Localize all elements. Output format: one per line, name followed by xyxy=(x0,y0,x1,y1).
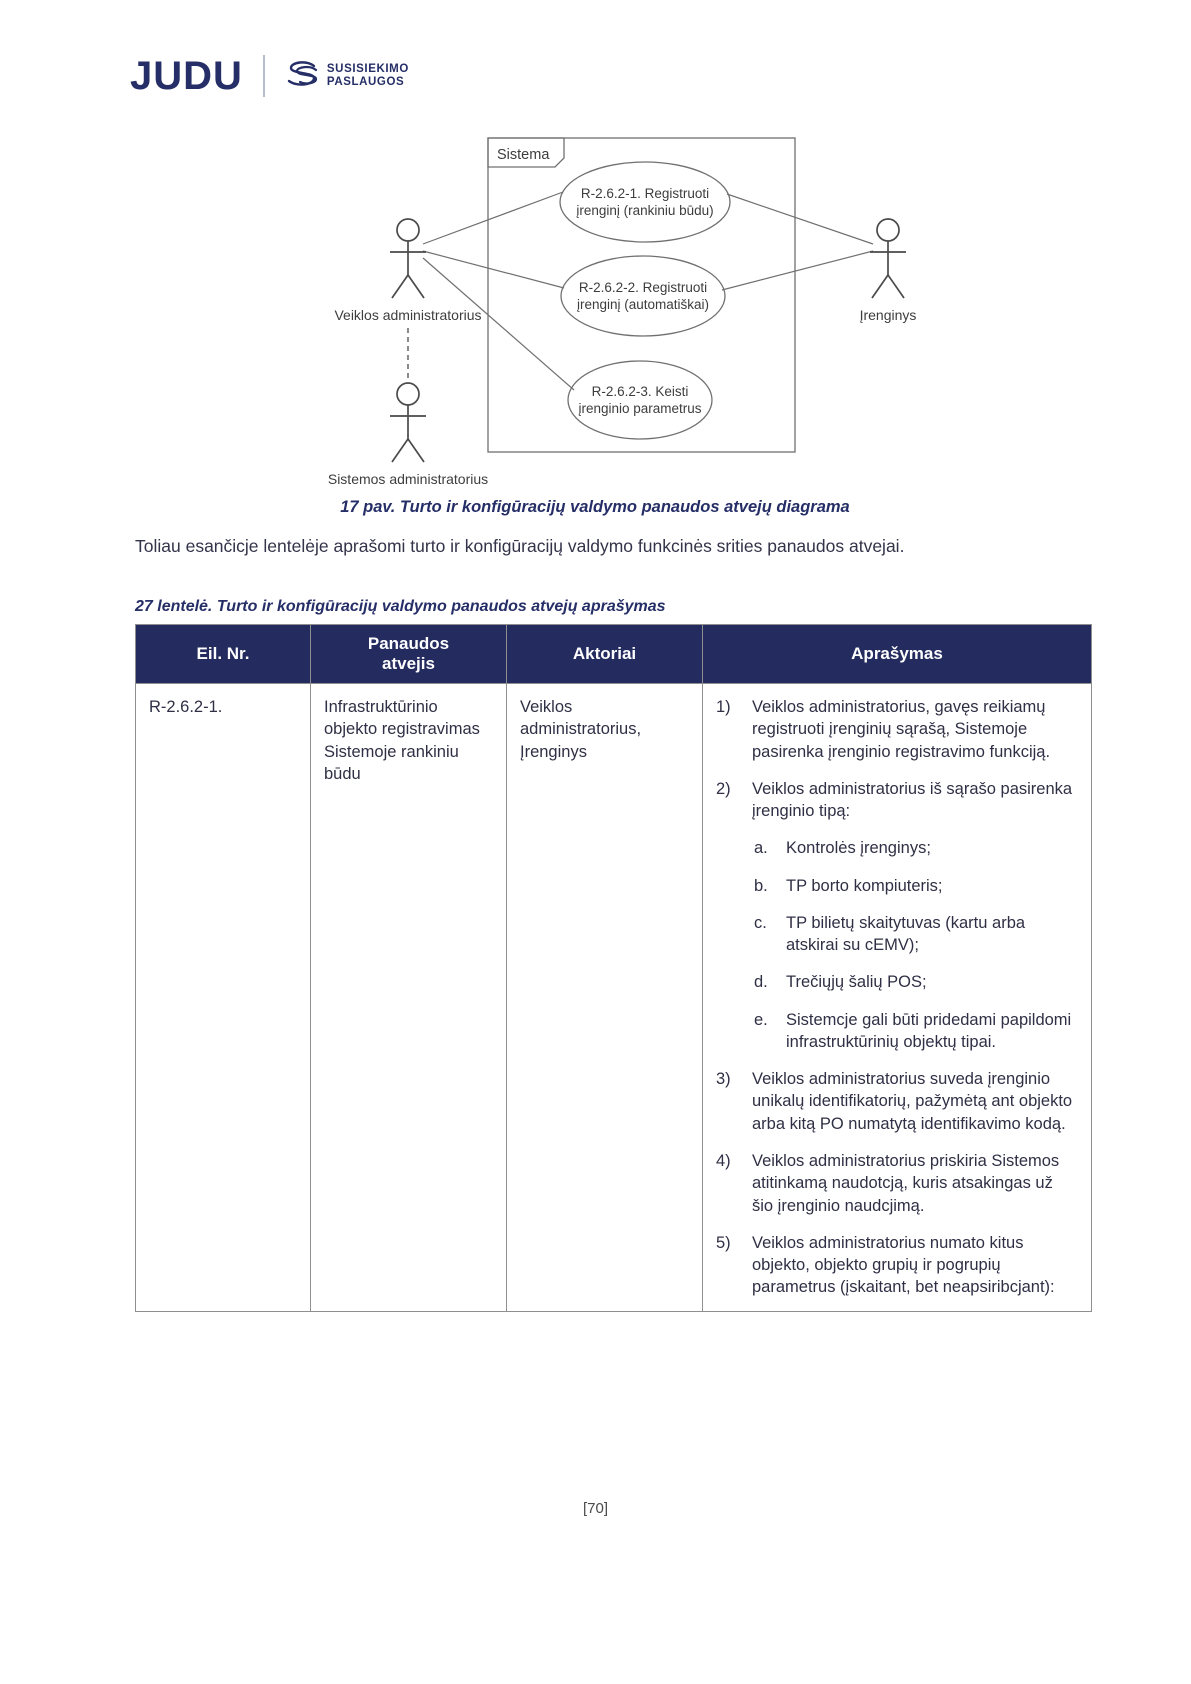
subitem-letter: a. xyxy=(754,839,768,858)
judu-logo: JUDU xyxy=(130,54,243,98)
cell-usecase: Infrastruktūrinio objekto registravimas Sistemoje rankiniu būdu xyxy=(311,684,507,1312)
item-number: 5) xyxy=(716,1233,731,1252)
subitem-letter: e. xyxy=(754,1010,768,1029)
col-header-panaudos-atvejis xyxy=(311,625,507,684)
partner-logo xyxy=(285,60,409,93)
item-text: Veiklos administratorius, gavęs reikiamų registruoti įrenginių sąrašą, Sistemoje pasirenka įrenginio registravimo funkciją. xyxy=(752,698,1051,761)
cell-id: R-2.6.2-1. xyxy=(136,684,311,1312)
table-header-row xyxy=(136,625,1092,684)
description-subitem xyxy=(754,912,1078,957)
col-header-aktoriai xyxy=(507,625,703,684)
usecase-2-line2: įrenginį (automatiškai) xyxy=(576,297,710,312)
col-header-aprasymas xyxy=(703,625,1092,684)
description-item xyxy=(716,1068,1078,1135)
col-header-aprasymas-label: Aprašymas xyxy=(851,644,943,663)
item-number: 3) xyxy=(716,1070,731,1089)
logo-divider xyxy=(263,55,265,97)
actor-irenginys xyxy=(860,219,917,323)
subitem-letter: d. xyxy=(754,973,768,992)
col-header-aktoriai-label: Aktoriai xyxy=(572,644,637,663)
system-label: Sistema xyxy=(497,147,550,163)
susisiekimo-paslaugos-icon xyxy=(285,60,319,93)
usecase-change-parameters xyxy=(568,361,712,439)
subitem-text: Kontrolės įrenginys; xyxy=(786,839,931,858)
table-row xyxy=(136,684,1092,1312)
description-subitem xyxy=(754,875,1078,897)
item-text: Veiklos administratorius suveda įrenginio unikalų identifikatorių, pažymėtą ant objekto arba kitą PO numatytą identifikavimo kodą. xyxy=(752,1070,1073,1133)
usecase-1-line1: R-2.6.2-1. Registruoti xyxy=(580,186,710,201)
subitem-text: TP borto kompiuteris; xyxy=(786,876,943,895)
table-caption: 27 lentelė. Turto ir konfigūracijų valdymo panaudos atvejų aprašymas xyxy=(135,598,666,615)
item-text: Veiklos administratorius numato kitus objekto, objekto grupių ir pogrupių parametrus (įskaitant, bet neapsiribcjant): xyxy=(752,1233,1055,1297)
subitem-text: Sistemcje gali būti pridedami papildomi infrastruktūrinių objektų tipai. xyxy=(786,1010,1072,1051)
usecase-register-automatic xyxy=(561,256,725,336)
usecase-1-line2: įrenginį (rankiniu būdu) xyxy=(576,203,714,218)
actor-2-label: Sistemos administratorius xyxy=(327,471,489,487)
subitem-text: Trečiųjų šalių POS; xyxy=(786,973,927,992)
cell-actors: Veiklos administratorius, Įrenginys xyxy=(507,684,703,1312)
intro-paragraph: Toliau esančicje lentelėje aprašomi turto ir konfigūracijų valdymo funkcinės srities panaudos atvejai. xyxy=(135,536,905,556)
item-number: 4) xyxy=(716,1151,731,1170)
use-case-table xyxy=(135,624,1092,1312)
actor-3-label: Įrenginys xyxy=(859,307,917,323)
description-subitem xyxy=(754,1009,1078,1054)
col-header-panaudos-label: Panaudos atvejis xyxy=(367,634,450,673)
description-item xyxy=(716,696,1078,763)
usecase-3-line1: R-2.6.2-3. Keisti xyxy=(591,384,689,399)
description-item xyxy=(716,1150,1078,1217)
item-text: Veiklos administratorius priskiria Sistemos atitinkamą naudotcją, kuris atsakingas už šio įrenginio naudcjimą. xyxy=(752,1151,1060,1215)
item-number: 2) xyxy=(716,779,731,798)
description-subitem xyxy=(754,971,1078,993)
description-item xyxy=(716,778,1078,823)
usecase-2-line1: R-2.6.2-2. Registruoti xyxy=(578,280,708,295)
actor-sistemos-administratorius xyxy=(328,383,488,487)
usecase-register-manual xyxy=(560,162,730,242)
description-item xyxy=(716,1232,1078,1299)
actor-1-label: Veiklos administratorius xyxy=(334,307,482,323)
description-subitem xyxy=(754,837,1078,859)
usecase-3-line2: įrenginio parametrus xyxy=(578,401,702,416)
header-logo-row xyxy=(130,50,409,102)
use-case-diagram xyxy=(290,128,940,498)
col-header-eil-nr xyxy=(136,625,311,684)
item-text: Veiklos administratorius iš sąrašo pasirenka įrenginio tipą: xyxy=(752,779,1073,821)
subitem-letter: c. xyxy=(754,913,767,932)
item-number: 1) xyxy=(716,698,731,716)
partner-name xyxy=(327,63,409,89)
partner-name-line2: PASLAUGOS xyxy=(326,76,405,88)
partner-name-line1: SUSISIEKIMO xyxy=(326,62,409,75)
col-header-eil-nr-label: Eil. Nr. xyxy=(196,644,250,663)
cell-description xyxy=(703,684,1092,1312)
actor-veiklos-administratorius xyxy=(334,219,481,323)
subitem-letter: b. xyxy=(754,876,768,895)
figure-caption: 17 pav. Turto ir konfigūracijų valdymo panaudos atvejų diagrama xyxy=(340,498,850,516)
subitem-text: TP bilietų skaitytuvas (kartu arba atskirai su cEMV); xyxy=(786,913,1026,955)
page-number: [70] xyxy=(582,1500,609,1517)
